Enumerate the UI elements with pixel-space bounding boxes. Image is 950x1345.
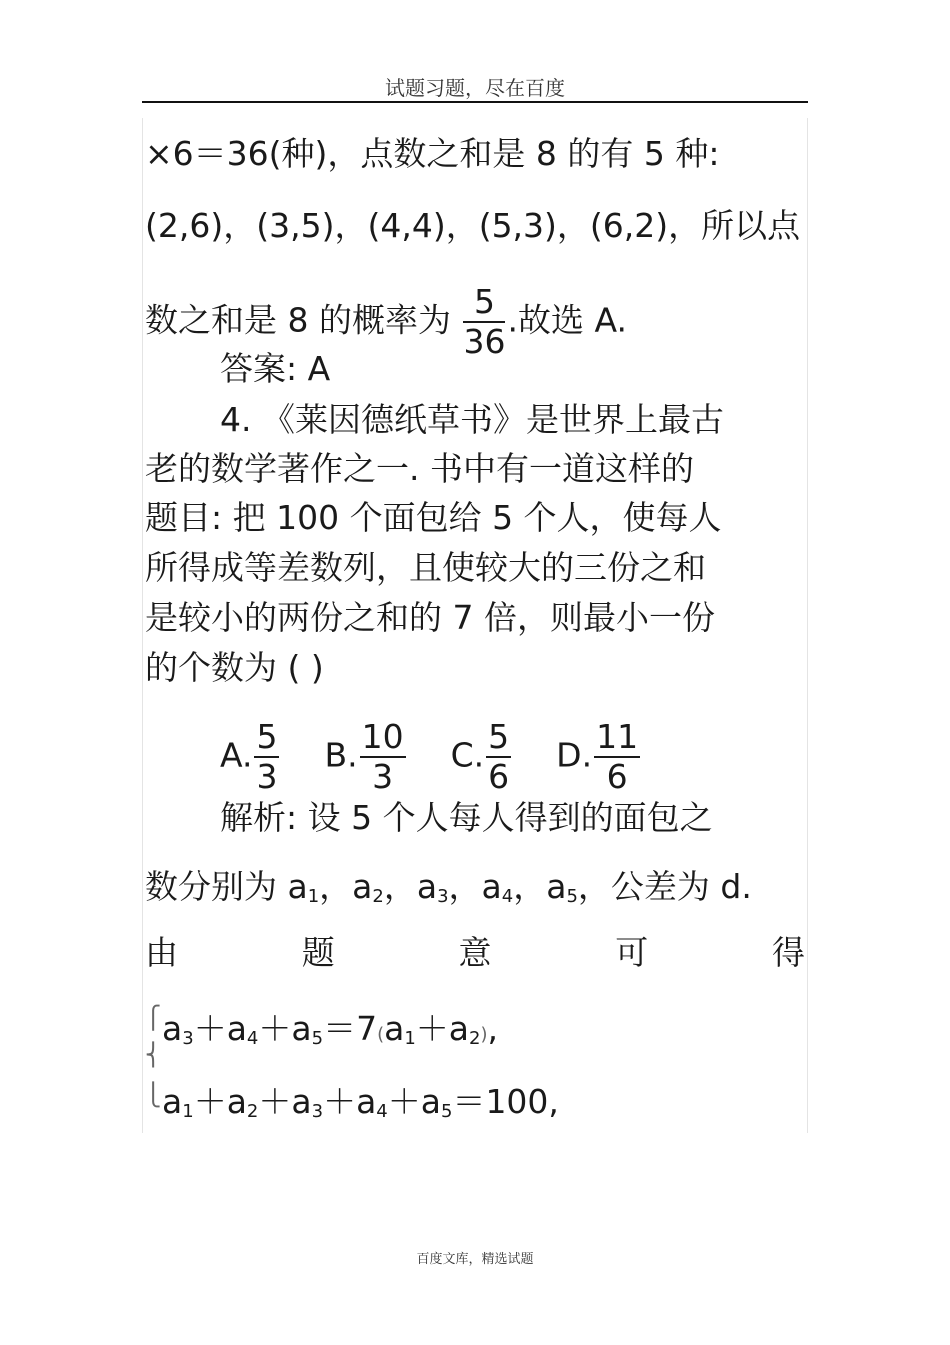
eq-part: ＝100, [452,1082,559,1121]
header-divider [142,101,808,103]
subscript: 5 [566,886,578,907]
eq-part: a [162,1009,183,1048]
question-4-line-4: 所得成等差数列，且使较大的三份之和 [145,548,706,587]
subscript: 5 [440,1101,453,1122]
spread-line [145,933,805,973]
eq-part: , [487,1009,498,1048]
eq-part: ＋a [193,1009,247,1048]
subscript: 3 [182,1028,194,1049]
system-brace-bottom: ⎩ [145,1083,162,1108]
analysis-line-1: 解析: 设 5 个人每人得到的面包之 [220,798,713,837]
option-d-fraction [594,718,640,796]
subscript: 2 [246,1101,259,1122]
eq-part: ＋a [323,1082,377,1121]
analysis-line-2-end: ，公差为 d. [577,867,752,906]
page-footer: 百度文库，精选试题 [416,1252,534,1267]
option-a-label: A. [220,735,253,775]
analysis-line-2 [145,867,810,917]
subscript: 1 [307,886,320,907]
option-b-fraction [360,718,406,796]
options-row [220,718,885,796]
eq-part: ＋a [387,1082,441,1121]
paren-close: ) [480,1024,488,1045]
question-4-line-3: 题目: 把 100 个面包给 5 个人，使每人 [145,498,722,537]
eq-part: ＋a [258,1009,312,1048]
eq-part: ＋a [193,1082,247,1121]
question-4-line-6: 的个数为 ( ) [145,648,324,687]
question-4-line-2: 老的数学著作之一. 书中有一道这样的 [145,449,694,488]
text-line-3-pre: 数之和是 8 的概率为 [145,300,462,340]
subscript: 4 [376,1101,388,1122]
paren-open: ( [377,1024,385,1045]
analysis-line-2-pre: 数分别为 a [145,867,308,906]
page-header: 试题习题，尽在百度 [385,76,565,100]
subscript: 2 [372,886,384,907]
option-a-den: 3 [256,757,278,796]
analysis-line-2-part: ，a [448,867,502,906]
option-d-label: D. [556,735,593,775]
option-c-fraction [486,718,511,796]
answer-line: 答案: A [220,349,331,388]
subscript: 4 [501,886,514,907]
option-b-num: 10 [361,717,404,756]
eq-part: a [162,1082,183,1121]
text-line-2: (2,6)，(3,5)，(4,4)，(5,3)，(6,2)，所以点 [145,206,801,245]
option-c-den: 6 [488,757,510,796]
question-4-line-1: 4. 《莱因德纸草书》是世界上最古 [220,400,724,439]
option-c-label: C. [450,735,485,775]
eq-part: ＝7 [323,1009,378,1048]
analysis-line-2-part: ，a [513,867,567,906]
option-d-den: 6 [606,757,628,796]
eq-part: ＋a [258,1082,312,1121]
system-brace-top: ⎧ [145,1006,162,1031]
option-b-den: 3 [372,757,394,796]
eq-part: ＋a [415,1009,470,1048]
frame-left-border [142,118,143,1133]
option-c-num: 5 [488,717,510,756]
eq-part: a [384,1009,405,1048]
equation-1 [162,1009,827,1059]
subscript: 1 [182,1101,194,1122]
equation-2 [162,1082,827,1132]
subscript: 3 [437,886,449,907]
option-b-label: B. [324,735,358,775]
subscript: 1 [404,1028,416,1049]
analysis-line-2-part: ，a [319,867,373,906]
analysis-line-2-part: ，a [383,867,438,906]
text-line-3-post: .故选 A. [507,300,627,340]
subscript: 3 [311,1101,324,1122]
system-brace-mid: ⎨ [145,1043,162,1068]
spread-word: 意 [458,933,492,972]
spread-word: 题 [301,933,335,972]
spread-word: 得 [772,933,805,972]
fraction-numerator: 5 [463,283,505,323]
subscript: 5 [311,1028,324,1049]
spread-word: 由 [145,933,178,972]
fraction-denominator: 36 [463,322,506,361]
option-a-fraction [254,718,279,796]
subscript: 4 [246,1028,259,1049]
option-a-num: 5 [256,717,278,756]
spread-word: 可 [615,933,649,972]
subscript: 2 [469,1028,481,1049]
question-4-line-5: 是较小的两份之和的 7 倍，则最小一份 [145,598,715,637]
option-d-num: 11 [596,717,639,756]
text-line-1: ×6＝36(种)，点数之和是 8 的有 5 种: [145,134,720,173]
